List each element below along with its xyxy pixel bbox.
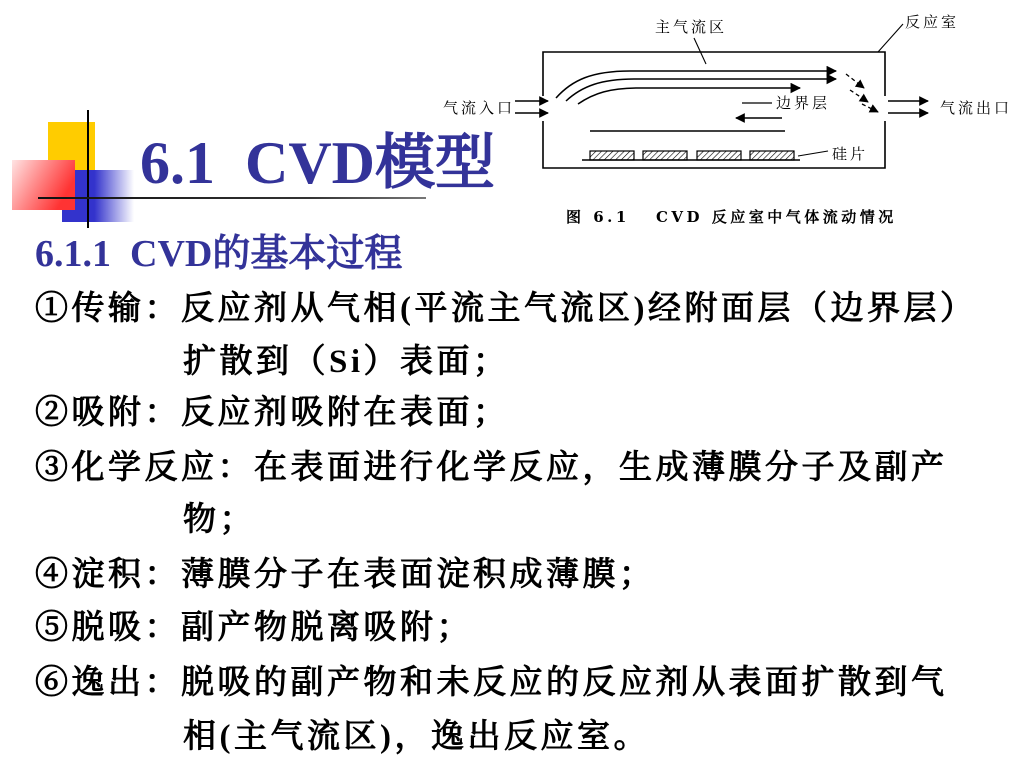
step-chemical-reaction — [35, 448, 948, 488]
main-flow-leader — [694, 38, 706, 64]
exit-flow-arrow — [846, 74, 864, 88]
exit-flow-arrow — [862, 104, 878, 112]
exit-flow-arrows — [846, 74, 878, 112]
title-ornament-red-square — [12, 160, 75, 210]
wafer-leader — [798, 151, 828, 156]
label-inlet: 气流入口 — [443, 99, 516, 117]
label-main-flow: 主气流区 — [655, 18, 728, 36]
title-ornament-vertical-rule — [87, 110, 89, 228]
step-label: ③化学反应： — [35, 450, 254, 486]
step-escape — [35, 663, 948, 703]
label-outlet: 气流出口 — [940, 99, 1013, 117]
step-label: ②吸附： — [35, 395, 181, 431]
step-text: 反应剂吸附在表面； — [181, 395, 510, 431]
step-text: 扩散到（Si）表面； — [183, 344, 510, 380]
label-chamber: 反应室 — [905, 13, 960, 31]
cvd-reactor-diagram — [440, 0, 1020, 235]
label-wafer: 硅片 — [832, 145, 869, 163]
wafers — [590, 151, 794, 160]
step-label: ⑥逸出： — [35, 665, 181, 701]
step-text: 副产物脱离吸附； — [181, 610, 473, 646]
step-deposition — [35, 555, 656, 595]
step-label: ⑤脱吸： — [35, 610, 181, 646]
step-chemical-reaction-continued — [183, 500, 256, 540]
step-text: 在表面进行化学反应，生成薄膜分子及副产 — [254, 450, 948, 486]
step-text: 物； — [183, 502, 256, 538]
step-label: ④淀积： — [35, 557, 181, 593]
streamline — [578, 88, 800, 104]
outlet-arrows — [888, 101, 928, 113]
step-transport-continued — [183, 342, 510, 382]
chamber-leader — [878, 24, 903, 52]
step-transport — [35, 289, 976, 329]
section-subtitle: 6.1.1 CVD的基本过程 — [35, 233, 403, 275]
slide-title: 6.1 CVD模型 — [140, 130, 495, 196]
step-adsorption — [35, 393, 510, 433]
figure-caption: 图 6.1 CVD 反应室中气体流动情况 — [566, 208, 897, 226]
exit-flow-arrow — [850, 90, 868, 102]
label-boundary-layer: 边界层 — [776, 94, 831, 112]
step-escape-continued — [183, 717, 650, 757]
step-text: 薄膜分子在表面淀积成薄膜； — [181, 557, 656, 593]
wafer — [697, 151, 741, 160]
inlet-arrows — [515, 101, 548, 113]
step-text: 相(主气流区)，逸出反应室。 — [183, 719, 650, 755]
step-label: ①传输： — [35, 291, 181, 327]
step-text: 反应剂从气相(平流主气流区)经附面层（边界层） — [181, 291, 977, 327]
wafer — [590, 151, 634, 160]
wafer — [643, 151, 687, 160]
step-text: 脱吸的副产物和未反应的反应剂从表面扩散到气 — [181, 665, 948, 701]
wafer — [750, 151, 794, 160]
step-desorption — [35, 608, 473, 648]
